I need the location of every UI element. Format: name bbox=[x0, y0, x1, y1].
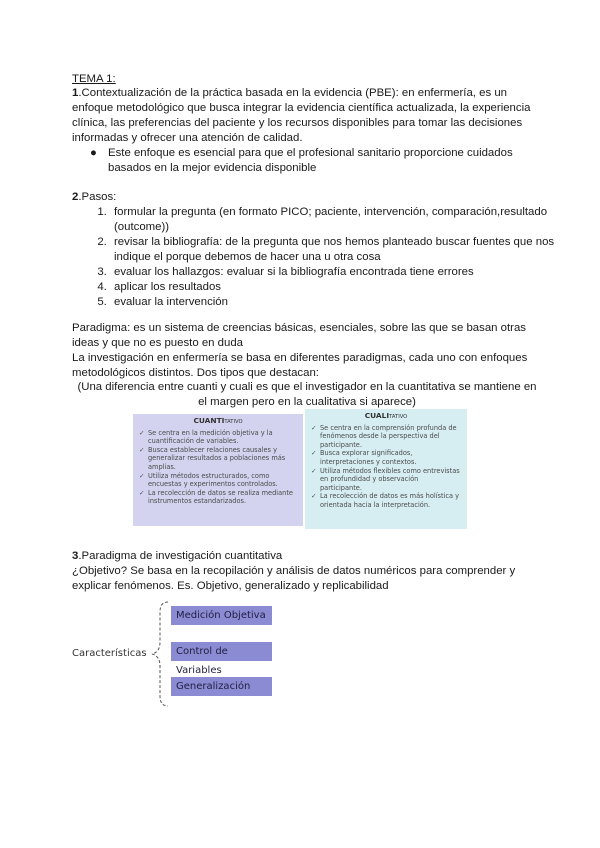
section-number: 3 bbox=[72, 550, 79, 562]
cualitativo-box bbox=[305, 409, 467, 529]
step-item: 1. formular la pregunta (en formato PICO; paciente, intervención, comparación,resultado (outcome)) bbox=[110, 205, 580, 235]
cuantitativa-objetivo: ¿Objetivo? Se basa en la recopilación y análisis de datos numéricos para comprender y explicar fenómenos. Es. Objetivo, generalizado y replicabilidad bbox=[72, 565, 516, 592]
intro-bullet bbox=[90, 146, 530, 176]
page-title: TEMA 1: bbox=[72, 73, 116, 85]
bullet-dot-icon: ● bbox=[90, 147, 97, 159]
cualitativo-item: ✓ Busca explorar significados, interpretaciones y contextos. bbox=[311, 449, 461, 466]
cuantitativo-item: ✓ Se centra en la medición objetiva y la cuantificación de variables. bbox=[139, 429, 297, 446]
step-item: 5. evaluar la intervención bbox=[110, 295, 580, 310]
section-number: 2 bbox=[72, 191, 79, 203]
bullet-text: Este enfoque es esencial para que el profesional sanitario proporcione cuidados basados en la mejor evidencia disponible bbox=[108, 147, 513, 174]
pasos-label: .Pasos: bbox=[78, 191, 117, 203]
cuantitativo-item: ✓ Utiliza métodos estructurados, como encuestas y experimentos controlados. bbox=[139, 472, 297, 489]
intro-text: .Contextualización de la práctica basada en la evidencia (PBE): en enfermería, es un enfoque metodológico que busca integrar la evidencia científica actualizada, la experiencia clínica, las preferencias del paciente y los recursos disponibles para tomar las decisiones informadas y ofrecer una atención de calidad. bbox=[72, 87, 531, 144]
cuantitativa-title: .Paradigma de investigación cuantitativa bbox=[78, 550, 283, 562]
diagram-box: Medición Objetiva bbox=[171, 606, 272, 625]
step-item: 3. evaluar los hallazgos: evaluar si la bibliografía encontrada tiene errores bbox=[110, 265, 580, 280]
paradigma-definition: Paradigma: es un sistema de creencias básicas, esenciales, sobre las que se basan otras ideas y que no es puesto en duda bbox=[72, 322, 526, 349]
cualitativo-item: ✓ Utiliza métodos flexibles como entrevistas en profundidad y observación participante. bbox=[311, 467, 461, 493]
intro-paragraph bbox=[72, 86, 542, 146]
diagram-box: Generalización bbox=[171, 677, 272, 696]
cualitativo-item: ✓ Se centra en la comprensión profunda de fenómenos desde la perspectiva del participante. bbox=[311, 424, 461, 450]
step-item: 2. revisar la bibliografía: de la pregunta que nos hemos planteado buscar fuentes que nos indique el porque debemos de hacer una u otra cosa bbox=[110, 235, 580, 265]
pasos-heading bbox=[72, 190, 116, 205]
diagram-box: Control de Variables bbox=[171, 642, 272, 661]
paradigma-investigacion: La investigación en enfermería se basa en diferentes paradigmas, cada uno con enfoques metodológicos distintos. Dos tipos que destacan: bbox=[72, 352, 528, 379]
curly-brace-icon bbox=[148, 598, 172, 710]
paradigma-diferencia: (Una diferencia entre cuanti y cuali es que el investigador en la cuantitativa se mantiene en el margen pero en la cualitativa si aparece) bbox=[77, 381, 537, 408]
cuantitativa-heading bbox=[72, 549, 282, 564]
step-item: 4. aplicar los resultados bbox=[110, 280, 580, 295]
cuantitativo-title: CUANTITATIVO bbox=[193, 416, 243, 425]
cuantitativo-box bbox=[133, 414, 303, 526]
diagram-label: Características bbox=[72, 648, 147, 659]
cuantitativo-item: ✓ Busca establecer relaciones causales y generalizar resultados a poblaciones más amplias. bbox=[139, 446, 297, 472]
steps-list bbox=[72, 205, 580, 310]
cualitativo-item: ✓ La recolección de datos es más holística y orientada hacia la interpretación. bbox=[311, 492, 461, 509]
section-number: 1 bbox=[72, 87, 79, 99]
cuantitativo-item: ✓ La recolección de datos se realiza mediante instrumentos estandarizados. bbox=[139, 489, 297, 506]
cualitativo-title: CUALITATIVO bbox=[364, 411, 408, 420]
